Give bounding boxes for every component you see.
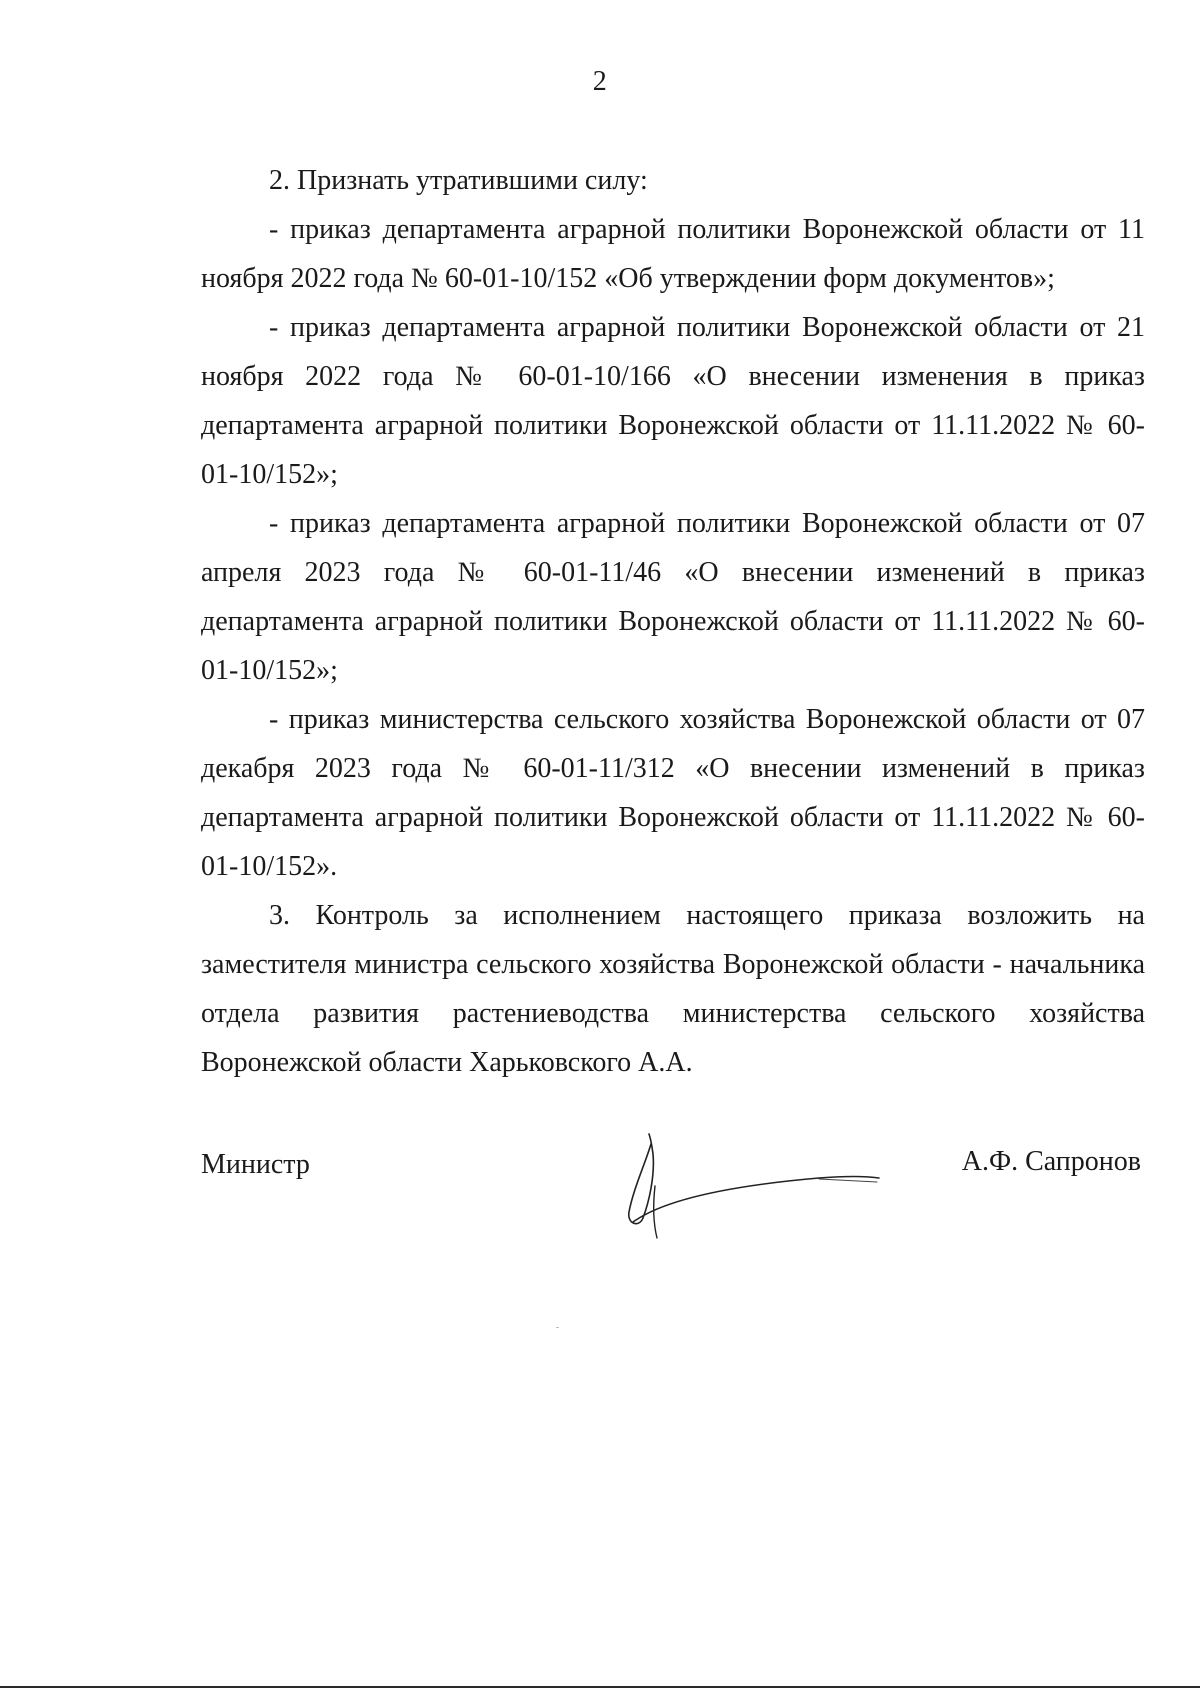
paragraph-repeal-heading: 2. Признать утратившими силу:	[269, 165, 648, 196]
page-number: 2	[592, 66, 608, 97]
paragraph-repeal-item-3: - приказ департамента аграрной политики Воронежской области от 07 апреля 2023 года № 60-01-11/46 «О внесении изменений в приказ департамента аграрной политики Воронежской области от 11.11.2022 № 60-01-10/152»;	[201, 508, 1145, 686]
signatory-position: Министр	[201, 1149, 310, 1180]
paragraph-control: 3. Контроль за исполнением настоящего приказа возложить на заместителя министра сельского хозяйства Воронежской области - начальника отдела развития растениеводства министерства сельского хозяйства Воронежской области Харьковского А.А.	[201, 900, 1145, 1078]
handwritten-signature	[609, 1126, 889, 1246]
document-body	[201, 156, 1145, 1087]
paragraph-repeal-item-4: - приказ министерства сельского хозяйства Воронежской области от 07 декабря 2023 года № 60-01-11/312 «О внесении изменений в приказ департамента аграрной политики Воронежской области от 11.11.2022 № 60-01-10/152».	[201, 704, 1145, 882]
page-bottom-edge	[0, 1686, 1200, 1688]
signature-block	[201, 1141, 1145, 1221]
paragraph-repeal-item-2: - приказ департамента аграрной политики Воронежской области от 21 ноября 2022 года № 60-01-10/166 «О внесении изменения в приказ департамента аграрной политики Воронежской области от 11.11.2022 № 60-01-10/152»;	[201, 312, 1145, 490]
signatory-name: А.Ф. Сапронов	[961, 1146, 1141, 1177]
scan-artifact	[556, 1327, 559, 1328]
paragraph-repeal-item-1: - приказ департамента аграрной политики Воронежской области от 11 ноября 2022 года № 60-01-10/152 «Об утверждении форм документов»;	[201, 214, 1145, 294]
